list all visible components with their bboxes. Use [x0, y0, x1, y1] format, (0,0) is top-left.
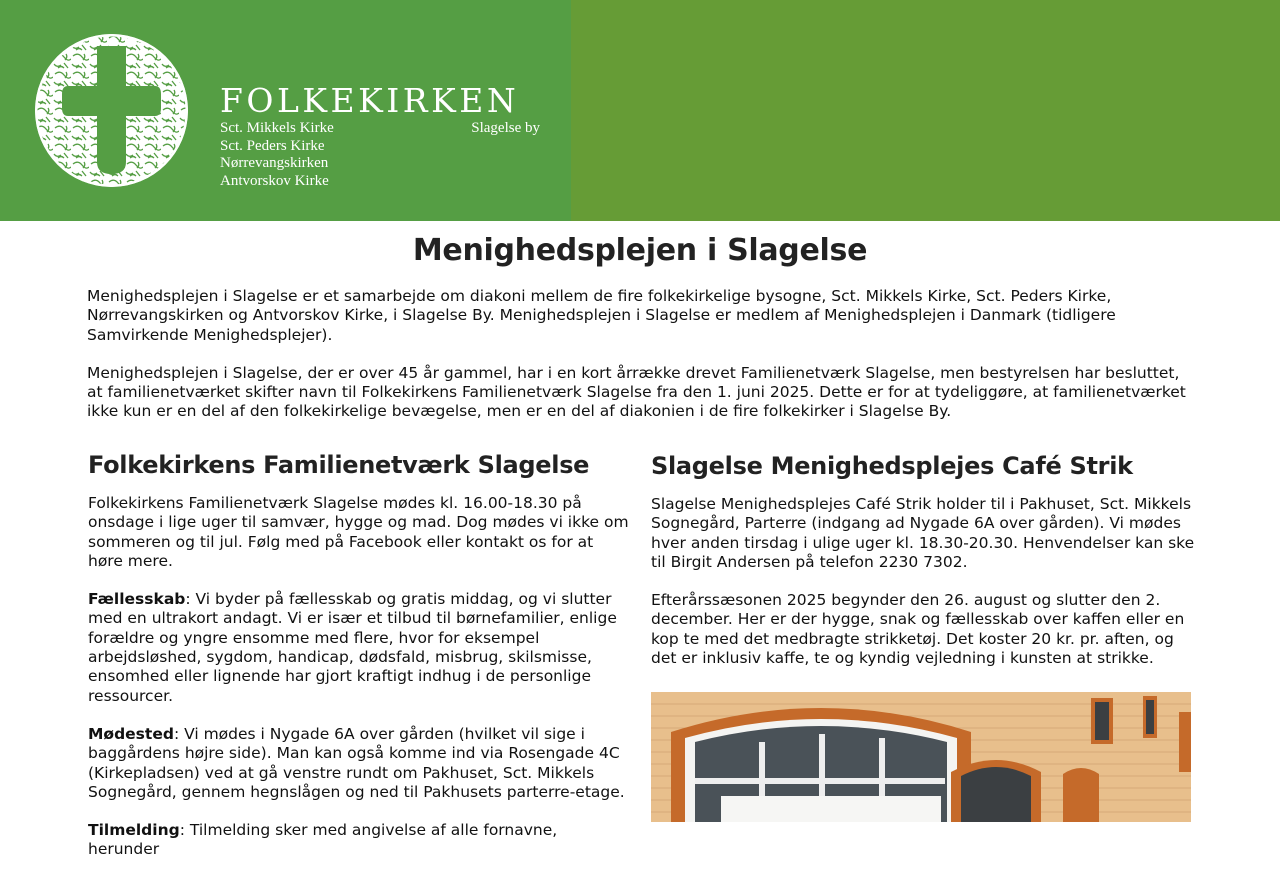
section-paragraph	[88, 725, 633, 802]
church-item: Sct. Mikkels Kirke	[220, 120, 334, 136]
section-paragraph	[88, 821, 633, 860]
church-item: Antvorskov Kirke	[220, 172, 329, 189]
familienetvaerk-section	[88, 449, 633, 879]
church-list	[220, 120, 540, 190]
section-title: Slagelse Menighedsplejes Café Strik	[651, 452, 1133, 480]
section-paragraph: Slagelse Menighedsplejes Café Strik holder til i Pakhuset, Sct. Mikkels Sognegård, Parterre (indgang ad Nygade 6A over gården). Vi mødes hver anden tirsdag i ulige uger kl. 18.30-20.30. Henvendelser kan ske til Birgit Andersen på telefon 2230 7302.	[651, 495, 1195, 571]
label-moedested: Mødested	[88, 724, 174, 743]
church-item: Sct. Peders Kirke	[220, 137, 325, 154]
label-faellesskab: Fællesskab	[88, 590, 186, 609]
church-item: Nørrevangskirken	[220, 155, 329, 171]
cafe-strik-section	[651, 450, 1196, 687]
text-faellesskab: : Vi byder på fællesskab og gratis middag, og vi slutter med en ultrakort andagt. Vi er især et tilbud til børnefamilier, enlige forældre og yngre ensomme med flere, hvor for eksempel arbejdsløshed, sygdom, handicap, dødsfald, misbrug, skilsmisse, ensomhed eller lignende har gjort kraftigt indhug i de personlige ressourcer.	[88, 590, 617, 705]
text-moedested: : Vi mødes i Nygade 6A over gården (hvilket vil sige i baggårdens højre side). Man kan også komme ind via Rosengade 4C (Kirkepladsen) ved at gå venstre rundt om Pakhuset, Sct. Mikkels Sognegård, gennem hegnslågen og ned til Pakhusets parterre-etage.	[88, 724, 625, 801]
page-title: Menighedsplejen i Slagelse	[412, 233, 868, 268]
intro-paragraph: Menighedsplejen i Slagelse, der er over 45 år gammel, har i en kort årrække drevet Familienetværk Slagelse, men bestyrelsen har besluttet, at familienetværket skifter navn til Folkekirkens Familienetværk Slagelse fra den 1. juni 2025. Dette er for at tydeliggøre, at familienetværket ikke kun er en del af den folkekirkelige bevægelse, men er en del af diakonien i de fire folkekirker i Slagelse By.	[87, 363, 1186, 421]
intro-text	[87, 287, 1197, 441]
text-tilmelding: : Tilmelding sker med angivelse af alle fornavne, herunder	[88, 821, 558, 859]
label-tilmelding: Tilmelding	[88, 821, 180, 840]
site-header	[0, 0, 1280, 221]
section-paragraph	[88, 590, 633, 706]
brand-block	[220, 82, 540, 190]
folkekirken-cross-logo-icon[interactable]	[35, 34, 188, 187]
brand-city: Slagelse by	[471, 120, 540, 136]
intro-paragraph: Menighedsplejen i Slagelse er et samarbejde om diakoni mellem de fire folkekirkelige bysogne, Sct. Mikkels Kirke, Sct. Peders Kirke, Nørrevangskirken og Antvorskov Kirke, i Slagelse By. Menighedsplejen i Slagelse er medlem af Menighedsplejen i Danmark (tidligere Samvirkende Menighedsplejer).	[87, 287, 1116, 344]
section-title: Folkekirkens Familienetværk Slagelse	[88, 451, 590, 479]
brand-name: FOLKEKIRKEN	[220, 81, 520, 120]
section-paragraph: Efterårssæsonen 2025 begynder den 26. august og slutter den 2. december. Her er der hygge, snak og fællesskab over kaffen eller en kop te med det medbragte strikketøj. Det koster 20 kr. pr. aften, og det er inklusiv kaffe, te og kyndig vejledning i kunsten at strikke.	[651, 591, 1185, 668]
pakhuset-building-photo	[651, 692, 1191, 822]
header-logo-panel	[0, 0, 571, 221]
section-paragraph: Folkekirkens Familienetværk Slagelse mødes kl. 16.00-18.30 på onsdage i lige uger til samvær, hygge og mad. Dog mødes vi ikke om sommeren og til jul. Følg med på Facebook eller kontakt os for at høre mere.	[88, 494, 629, 570]
